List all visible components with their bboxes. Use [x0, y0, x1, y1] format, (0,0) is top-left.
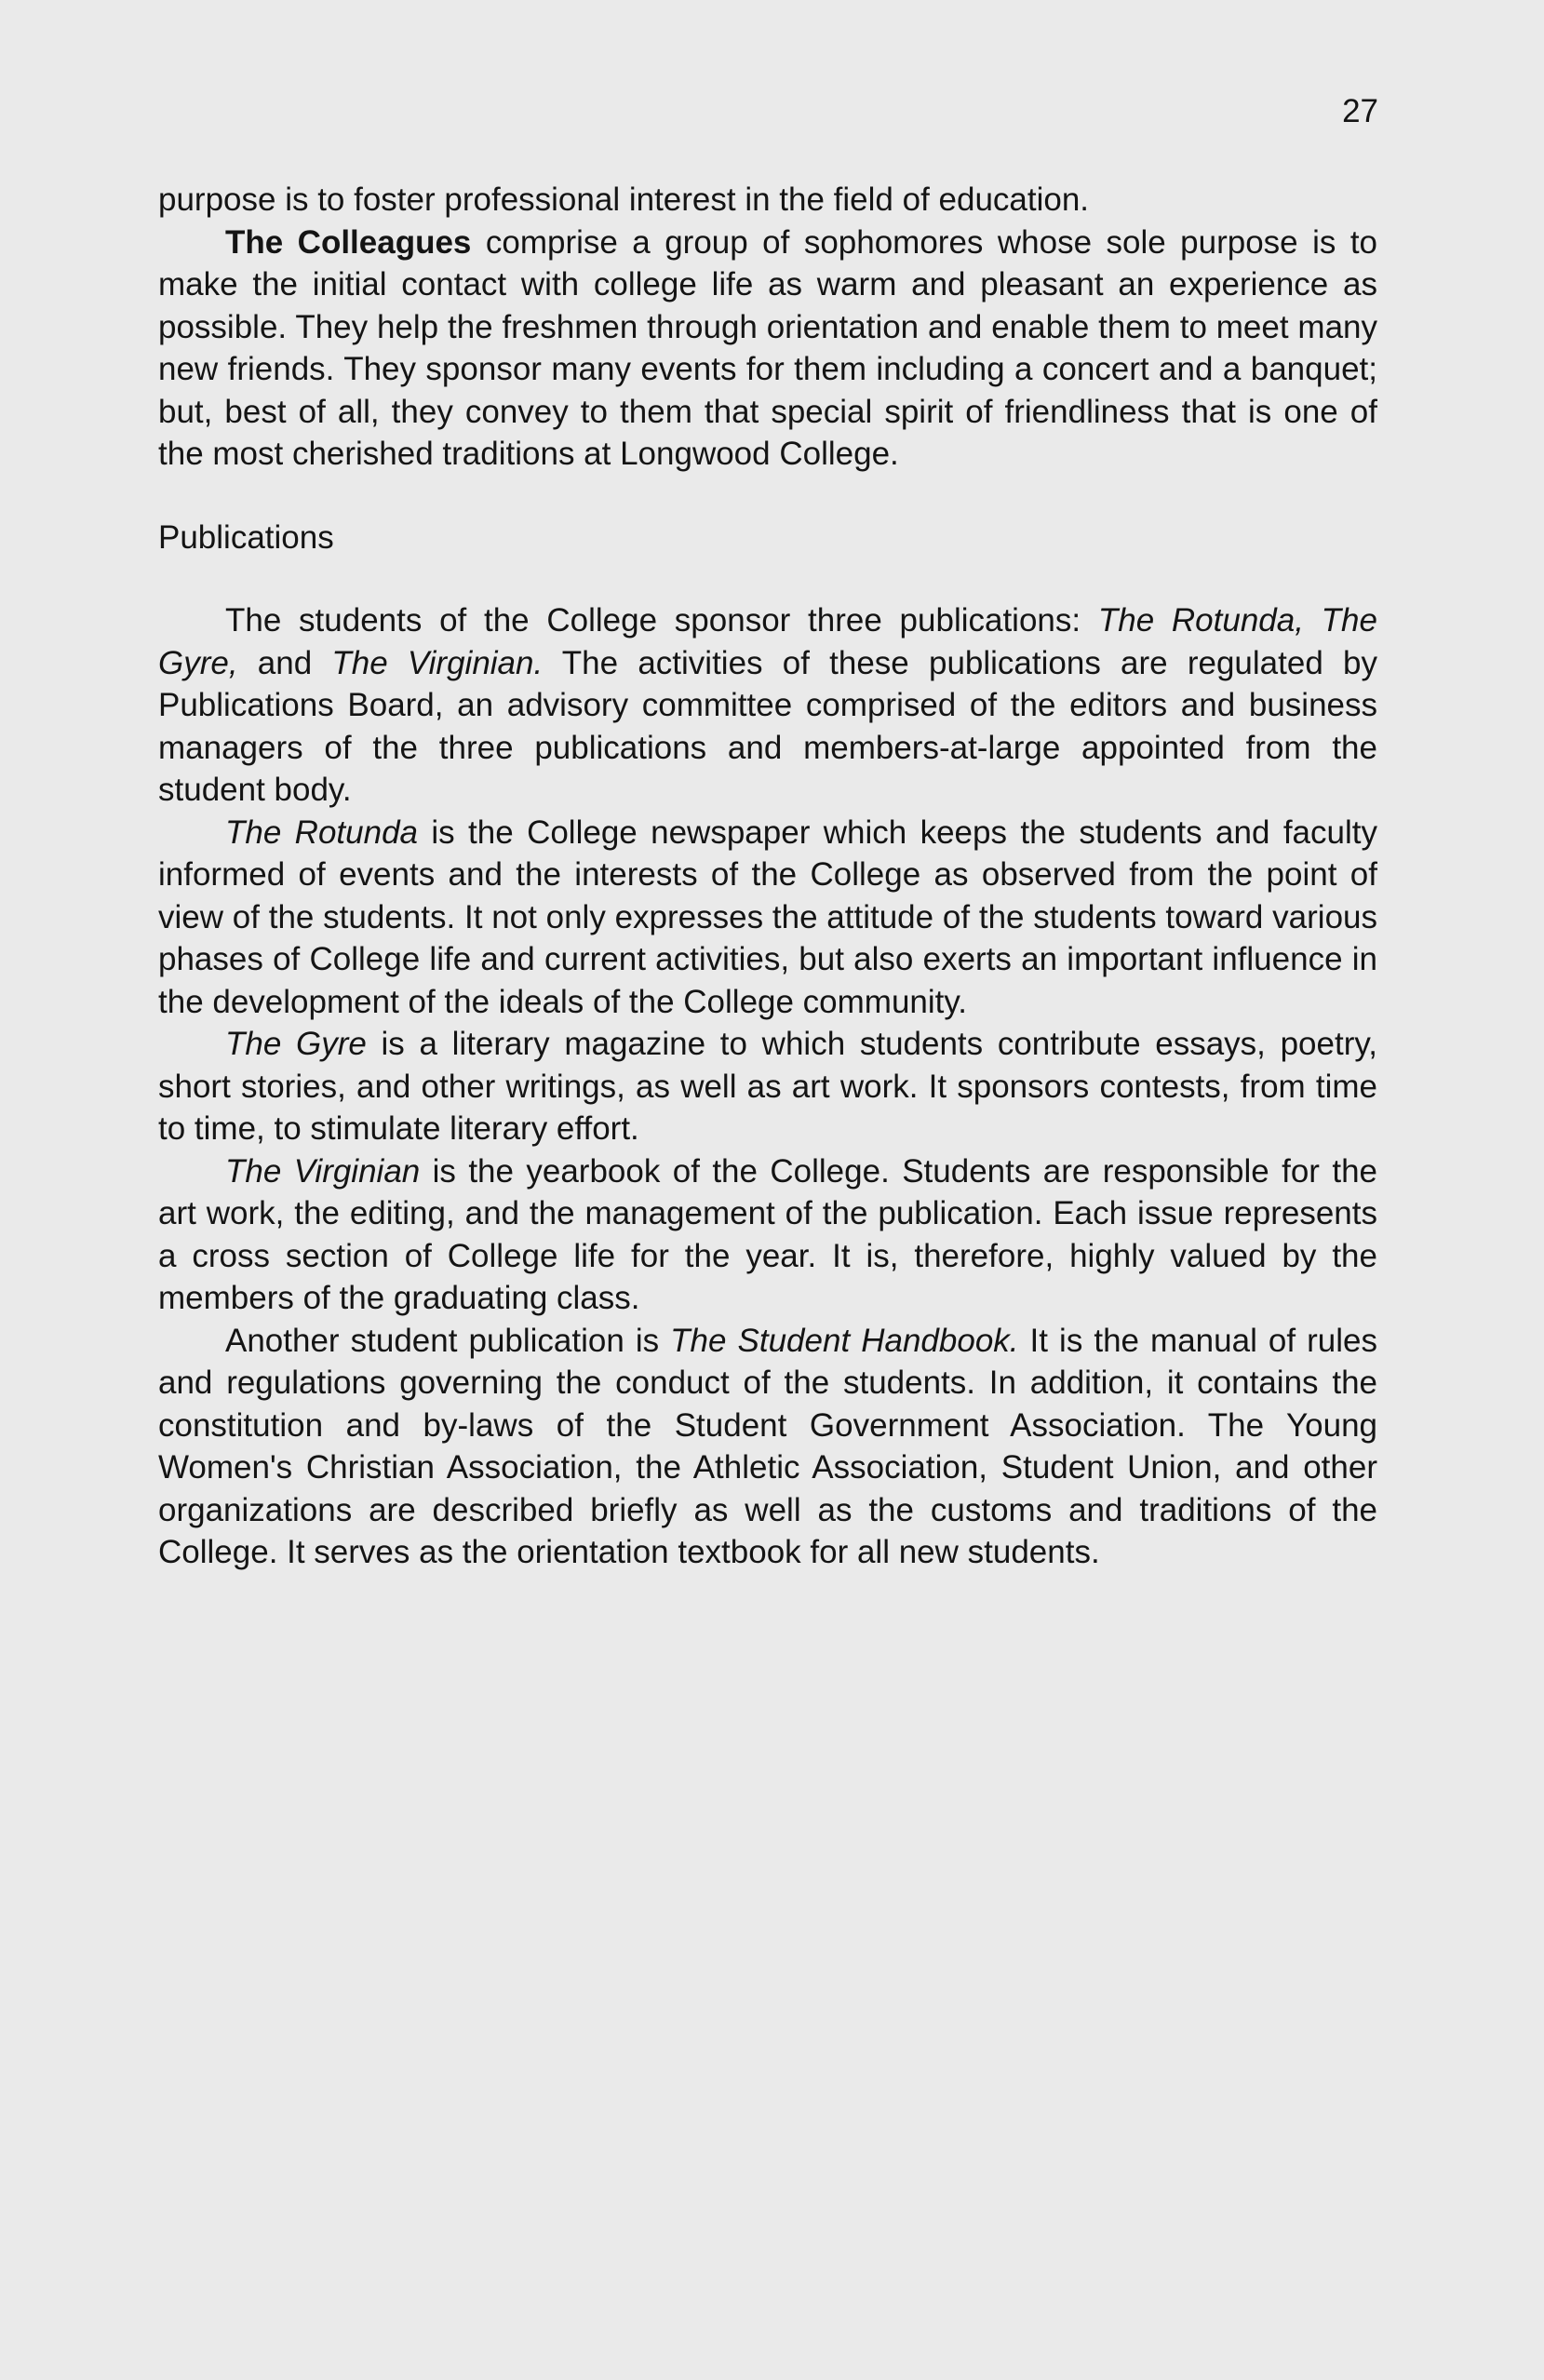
- gyre-title-ref: The Gyre,: [158, 602, 1377, 681]
- paragraph-virginian: [158, 1150, 1377, 1320]
- section-heading-publications: Publications: [158, 518, 334, 556]
- overview-text-4: The activities of these publications are regulated by Publications Board, an advisory committee comprised of the editors and business managers of the three publications and members-at-large appointed from the student body.: [158, 644, 1377, 808]
- gyre-title: The Gyre: [225, 1026, 367, 1062]
- handbook-text-1: Another student publication is: [225, 1322, 671, 1359]
- overview-text-3: and: [237, 644, 332, 681]
- handbook-text-2: It is the manual of rules and regulations governing the conduct of the students. In addition, it contains the constitution and by-laws of the Student Government Association. The Young Women's Christian Association, the Athletic Association, Student Union, and other organizations are described briefly as well as the customs and traditions of the College. It serves as the orientation textbook for all new students.: [158, 1322, 1377, 1570]
- document-body: [158, 179, 1377, 1574]
- paragraph-rotunda: [158, 812, 1377, 1024]
- rotunda-title-ref: The Rotunda,: [1097, 602, 1304, 639]
- paragraph-student-handbook: [158, 1320, 1377, 1574]
- gyre-text: is a literary magazine to which students contribute essays, poetry, short stories, and other writings, as well as art work. It sponsors contests, from time to time, to stimulate literary effort.: [158, 1026, 1377, 1147]
- paragraph-gyre: [158, 1023, 1377, 1150]
- paragraph-publications-overview: [158, 599, 1377, 812]
- rotunda-text: is the College newspaper which keeps the students and faculty informed of events and the interests of the College as observed from the point of view of the students. It not only expresses the attitude of the students toward various phases of College life and current activities, but also exerts an important influence in the development of the ideals of the College community.: [158, 814, 1377, 1020]
- overview-text-1: The students of the College sponsor three publications:: [225, 602, 1098, 639]
- handbook-title: The Student Handbook.: [670, 1322, 1019, 1359]
- overview-text-2: [1304, 602, 1322, 639]
- paragraph-intro-continued: purpose is to foster professional interest in the field of education.: [158, 182, 1090, 218]
- page-number: 27: [1342, 93, 1378, 129]
- rotunda-title: The Rotunda: [225, 814, 419, 851]
- colleagues-name: The Colleagues: [225, 223, 472, 261]
- virginian-title: The Virginian: [225, 1152, 421, 1190]
- colleagues-text: comprise a group of sophomores whose sole purpose is to make the initial contact with college life as warm and pleasant an experience as possible. They help the freshmen through orientation and enable them to meet many new friends. They sponsor many events for them including a concert and a banquet; but, best of all, they convey to them that special spirit of friendliness that is one of the most cherished traditions at Longwood College.: [158, 223, 1378, 472]
- virginian-text: is the yearbook of the College. Students are responsible for the art work, the editing, and the management of the publication. Each issue represents a cross section of College life for the year. It is, therefore, highly valued by the members of the graduating class.: [158, 1152, 1378, 1316]
- paragraph-colleagues: [158, 222, 1377, 476]
- virginian-title-ref: The Virginian.: [331, 644, 544, 681]
